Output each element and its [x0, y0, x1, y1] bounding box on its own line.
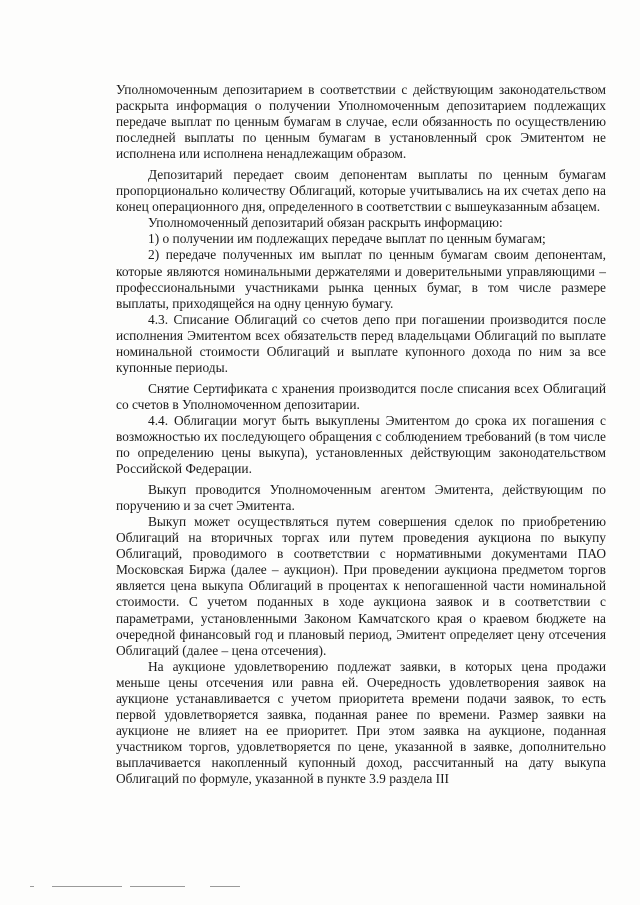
- paragraph-depository-disclosure: Уполномоченным депозитарием в соответствии с действующим законодательством раскрыта информация о получении Уполномоченным депозитарием подлежащих передаче выплат по ценным бумагам в случае, если обязанность по осуществлению последней выплаты по ценным бумагам в установленный срок Эмитентом не исполнена или исполнена ненадлежащим образом.: [116, 82, 606, 162]
- document-body: [116, 82, 606, 787]
- paragraph-4-3: 4.3. Списание Облигаций со счетов депо при погашении производится после исполнения Эмитентом всех обязательств перед владельцами Облигаций по выплате номинальной стоимости Облигаций и выплате купонного дохода по ним за все купонные периоды.: [116, 311, 606, 375]
- scan-artifact-marks: [30, 883, 610, 889]
- paragraph-depositary-payments: Депозитарий передает своим депонентам выплаты по ценным бумагам пропорционально количеству Облигаций, которые учитывались на их счетах депо на конец операционного дня, определенного в соответствии с вышеуказанным абзацем.: [116, 167, 606, 215]
- scan-mark: [130, 886, 185, 887]
- paragraph-auction-rules: На аукционе удовлетворению подлежат заявки, в которых цена продажи меньше цены отсечения или равна ей. Очередность удовлетворения заявок на аукционе устанавливается с учетом приоритета времени подачи заявок, то есть первой удовлетворяется заявка, поданная ранее по времени. Размер заявки на аукционе не влияет на ее приоритет. При этом заявка на аукционе, поданная участником торгов, удовлетворяется по цене, указанной в заявке, дополнительно выплачивается накопленный купонный доход, рассчитанный на дату выкупа Облигаций по формуле, указанной в пункте 3.9 раздела III: [116, 658, 606, 786]
- scan-mark: [30, 886, 34, 887]
- list-item-1: 1) о получении им подлежащих передаче выплат по ценным бумагам;: [148, 231, 546, 247]
- paragraph-obligation-intro: Уполномоченный депозитарий обязан раскрыть информацию:: [148, 215, 503, 231]
- paragraph-buyback-methods: Выкуп может осуществляться путем совершения сделок по приобретению Облигаций на вторичных торгах или путем проведения аукциона по выкупу Облигаций, проводимого в соответствии с нормативными документами ПАО Московская Биржа (далее – аукцион). При проведении аукциона предметом торгов является цена выкупа Облигаций в процентах к непогашенной части номинальной стоимости. С учетом поданных в ходе аукциона заявок и в соответствии с параметрами, установленными Законом Камчатского края о краевом бюджете на очередной финансовый год и плановый период, Эмитент определяет цену отсечения Облигаций (далее – цена отсечения).: [116, 514, 606, 658]
- list-item-2: 2) передаче полученных им выплат по ценным бумагам своим депонентам, которые являются номинальными держателями и доверительными управляющими – профессиональными участниками рынка ценных бумаг, в том числе размере выплаты, приходящейся на одну ценную бумагу.: [116, 247, 606, 311]
- scan-mark: [52, 886, 122, 887]
- scan-mark: [210, 886, 240, 887]
- paragraph-certificate-removal: Снятие Сертификата с хранения производится после списания всех Облигаций со счетов в Уполномоченном депозитарии.: [116, 380, 606, 412]
- paragraph-4-4: 4.4. Облигации могут быть выкуплены Эмитентом до срока их погашения с возможностью их последующего обращения с соблюдением требований (в том числе по определению цены выкупа), установленных действующим законодательством Российской Федерации.: [116, 412, 606, 477]
- paragraph-buyback-agent: Выкуп проводится Уполномоченным агентом Эмитента, действующим по поручению и за счет Эмитента.: [116, 482, 606, 514]
